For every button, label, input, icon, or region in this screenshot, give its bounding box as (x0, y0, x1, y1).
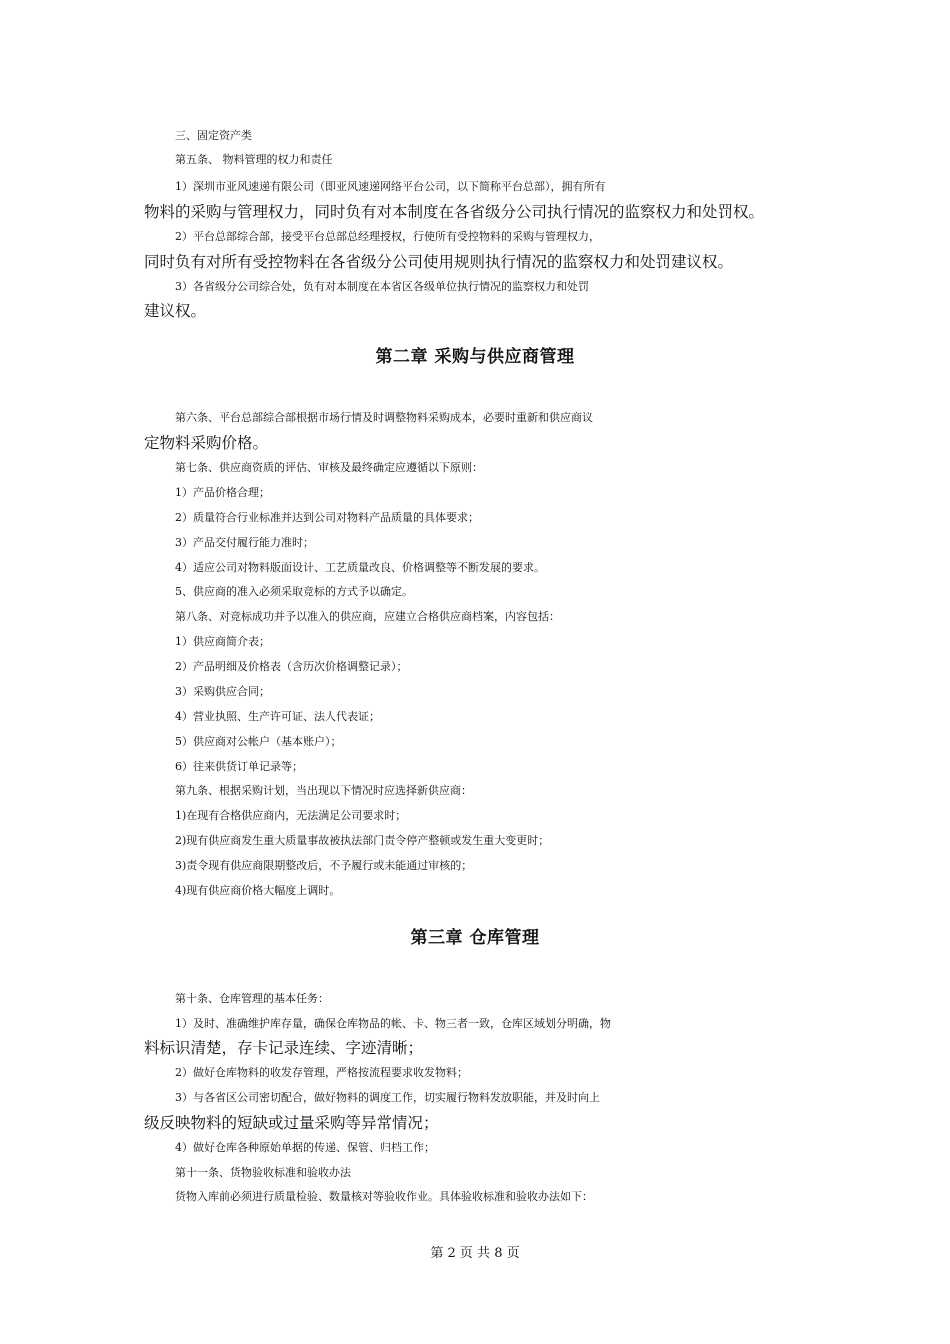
text-line: 2）平台总部综合部，接受平台总部总经理授权，行使所有受控物料的采购与管理权力， (175, 230, 600, 243)
list-item: 3）与各省区公司密切配合，做好物料的调度工作，切实履行物料发放职能，并及时向上 (175, 1091, 600, 1104)
list-item: 2）质量符合行业标准并达到公司对物料产品质量的具体要求； (175, 511, 479, 524)
text-line: 第八条、对竞标成功并予以准入的供应商，应建立合格供应商档案，内容包括： (175, 610, 560, 623)
list-item: 3）采购供应合同； (175, 685, 270, 698)
text-line: 建议权。 (144, 302, 207, 320)
list-item: 2）产品明细及价格表（含历次价格调整记录）； (175, 660, 408, 673)
list-item: 4）做好仓库各种原始单据的传递、保管、归档工作； (175, 1141, 435, 1154)
list-item: 2）做好仓库物料的收发存管理，严格按流程要求收发物料； (175, 1066, 468, 1079)
text-line: 3）各省级分公司综合处，负有对本制度在本省区各级单位执行情况的监察权力和处罚 (175, 280, 589, 293)
text-line: 第十条、仓库管理的基本任务： (175, 992, 329, 1005)
text-line: 第六条、平台总部综合部根据市场行情及时调整物料采购成本，必要时重新和供应商议 (175, 411, 593, 424)
list-item: 5）供应商对公帐户（基本账户）； (175, 735, 342, 748)
article-heading: 第五条、 物料管理的权力和责任 (175, 153, 333, 166)
chapter-heading: 第三章 仓库管理 (410, 928, 540, 948)
chapter-heading: 第二章 采购与供应商管理 (375, 347, 575, 367)
list-item: 4)现有供应商价格大幅度上调时。 (175, 884, 341, 897)
text-line: 第七条、供应商资质的评估、审核及最终确定应遵循以下原则： (175, 461, 483, 474)
text-line: 第九条、根据采购计划，当出现以下情况时应选择新供应商： (175, 784, 472, 797)
list-item: 4）营业执照、生产许可证、法人代表证； (175, 710, 380, 723)
text-line: 5、供应商的准入必须采取竞标的方式予以确定。 (175, 585, 413, 598)
text-line: 三、固定资产类 (175, 129, 252, 142)
text-line: 物料的采购与管理权力，同时负有对本制度在各省级分公司执行情况的监察权力和处罚权。 (144, 203, 765, 221)
list-item: 6）往来供货订单记录等； (175, 760, 303, 773)
text-line: 定物料采购价格。 (144, 434, 269, 452)
list-item: 1）及时、准确维护库存量，确保仓库物品的帐、卡、物三者一致，仓库区域划分明确，物 (175, 1017, 611, 1030)
text-line: 级反映物料的短缺或过量采购等异常情况； (144, 1114, 439, 1132)
list-item: 3)责令现有供应商限期整改后，不予履行或未能通过审核的； (175, 859, 473, 872)
text-line: 1）深圳市亚风速递有限公司（即亚风速递网络平台公司，以下简称平台总部），拥有所有 (175, 180, 606, 193)
text-line: 货物入库前必须进行质量检验、数量核对等验收作业。具体验收标准和验收办法如下： (175, 1190, 593, 1203)
list-item: 1）供应商简介表； (175, 635, 270, 648)
list-item: 1）产品价格合理； (175, 486, 270, 499)
page-footer: 第 2 页 共 8 页 (430, 1246, 520, 1261)
article-heading: 第十一条、货物验收标准和验收办法 (175, 1166, 351, 1179)
text-line: 料标识清楚，存卡记录连续、字迹清晰； (144, 1039, 424, 1057)
list-item: 1)在现有合格供应商内，无法满足公司要求时； (175, 809, 407, 822)
list-item: 4）适应公司对物料版面设计、工艺质量改良、价格调整等不断发展的要求。 (175, 561, 545, 574)
text-line: 同时负有对所有受控物料在各省级分公司使用规则执行情况的监察权力和处罚建议权。 (144, 253, 734, 271)
list-item: 2)现有供应商发生重大质量事故被执法部门责令停产整顿或发生重大变更时； (175, 834, 550, 847)
list-item: 3）产品交付履行能力准时； (175, 536, 314, 549)
